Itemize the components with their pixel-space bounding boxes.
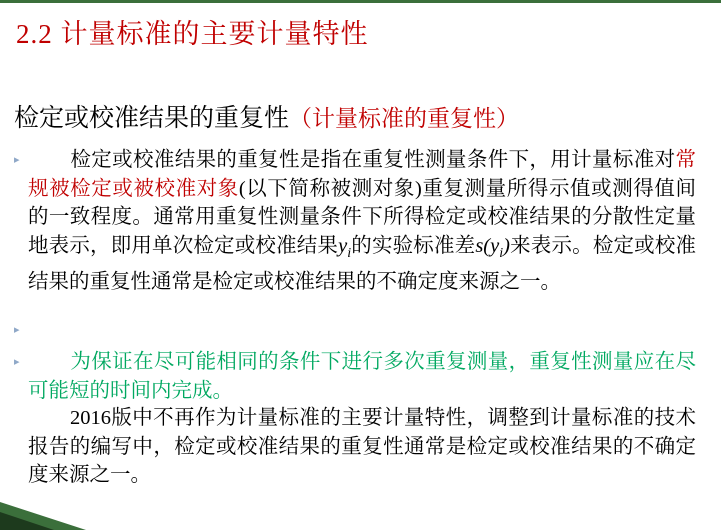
subtitle-main: 检定或校准结果的重复性 xyxy=(14,105,290,132)
subtitle-paren: （计量标准的重复性） xyxy=(289,106,520,131)
page-title: 2.2 计量标准的主要计量特性 xyxy=(16,19,369,49)
section-subtitle xyxy=(14,98,519,134)
p1-seg3: (以下简称被测对象)重复测量所得示值或测得值间的一致程度。通常用重复性测量条件下所得检定或校准结果的分散性定量地表示，即用单次检定或校准结果 xyxy=(28,177,696,257)
paragraph-2016-version-note xyxy=(28,404,696,490)
p1-formula-s-end: ) xyxy=(503,234,510,257)
p1-formula-s: s(y xyxy=(475,234,500,257)
bullet-marker-1: ▸ xyxy=(14,154,20,166)
p1-formula-y-sub: i xyxy=(347,245,352,261)
p1-seg1: 检定或校准结果的重复性是指在重复性测量条件下，用计量标准对 xyxy=(70,149,676,171)
p2-text: 为保证在尽可能相同的条件下进行多次重复测量，重复性测量应在尽可能短的时间内完成。 xyxy=(28,351,696,402)
p1-highlight: 常规被检定或被校准对象 xyxy=(28,149,696,200)
p1-seg5: 的实验标准差 xyxy=(351,234,476,257)
p1-formula-y: y xyxy=(338,234,348,257)
paragraph-repeatability-definition xyxy=(28,146,696,297)
paragraph-green-note xyxy=(28,348,696,405)
top-accent-bar xyxy=(0,0,721,3)
p1-seg7: 来表示。检定或校准结果的重复性通常是检定或校准结果的不确定度来源之一。 xyxy=(28,234,697,294)
p3-text: 2016版中不再作为计量标准的主要计量特性，调整到计量标准的技术报告的编写中，检定或校准结果的重复性通常是检定或校准结果的不确定度来源之一。 xyxy=(28,407,696,486)
bullet-marker-3: ▸ xyxy=(14,356,20,368)
corner-decoration xyxy=(0,496,86,530)
p1-formula-s-sub: i xyxy=(499,245,504,261)
bullet-marker-2: ▸ xyxy=(14,324,20,336)
